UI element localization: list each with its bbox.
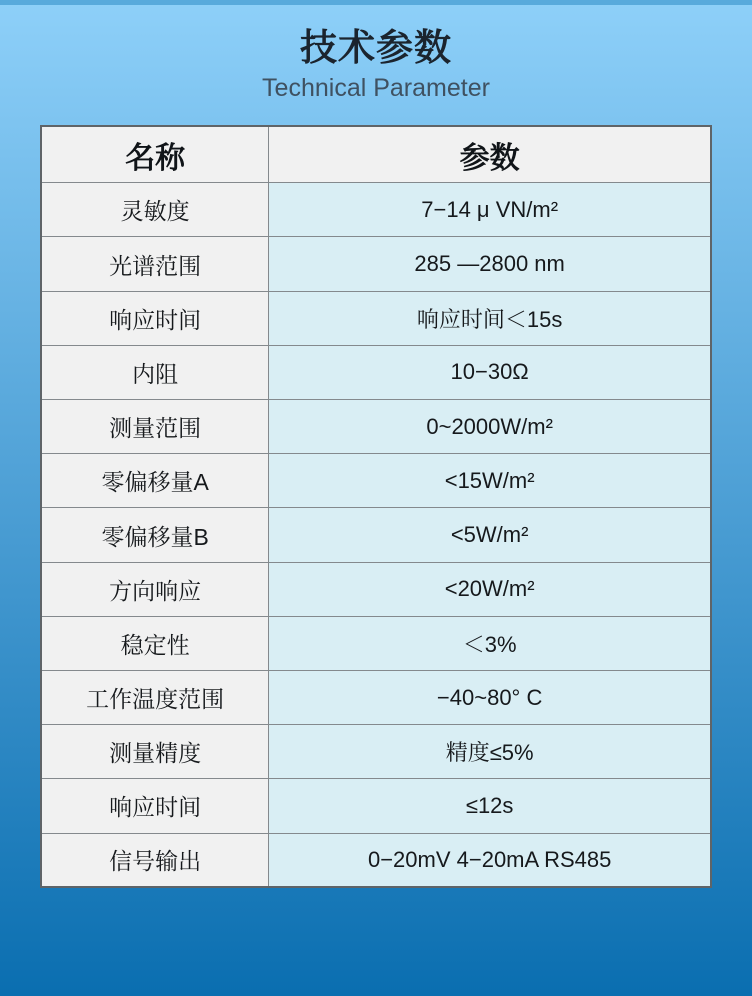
table-row — [41, 291, 711, 345]
param-name-cell: 光谱范围 — [41, 237, 269, 291]
table-row — [41, 616, 711, 670]
page-title: 技术参数 — [300, 27, 452, 68]
param-name-cell: 工作温度范围 — [41, 670, 269, 724]
param-value-cell: 精度≤5% — [269, 725, 711, 779]
param-name-cell: 方向响应 — [41, 562, 269, 616]
param-value-cell: −40~80° C — [269, 670, 711, 724]
param-value-cell: 10−30Ω — [269, 345, 711, 399]
param-value-cell: 0~2000W/m² — [269, 400, 711, 454]
param-name-cell: 零偏移量A — [41, 454, 269, 508]
table-row — [41, 670, 711, 724]
param-name-cell: 测量范围 — [41, 400, 269, 454]
param-value-cell: 7−14 μ VN/m² — [269, 183, 711, 237]
param-name-cell: 测量精度 — [41, 725, 269, 779]
param-value-cell: <5W/m² — [269, 508, 711, 562]
parameter-table — [40, 125, 712, 888]
param-name-cell: 灵敏度 — [41, 183, 269, 237]
table-row — [41, 833, 711, 887]
header-value-cell: 参数 — [269, 126, 711, 183]
table-row — [41, 183, 711, 237]
table-row — [41, 562, 711, 616]
param-name-cell: 零偏移量B — [41, 508, 269, 562]
param-value-cell: 285 —2800 nm — [269, 237, 711, 291]
top-accent-strip — [0, 0, 752, 5]
param-table-body — [41, 183, 711, 887]
table-row — [41, 454, 711, 508]
table-row — [41, 508, 711, 562]
table-row — [41, 237, 711, 291]
table-row — [41, 779, 711, 833]
parameter-table-container — [40, 125, 712, 888]
param-value-cell: ≤12s — [269, 779, 711, 833]
table-row — [41, 400, 711, 454]
param-value-cell: ＜3% — [269, 616, 711, 670]
param-name-cell: 响应时间 — [41, 291, 269, 345]
param-value-cell: 响应时间＜15s — [269, 291, 711, 345]
param-value-cell: <20W/m² — [269, 562, 711, 616]
table-header-row — [41, 126, 711, 183]
table-row — [41, 725, 711, 779]
param-name-cell: 稳定性 — [41, 616, 269, 670]
param-value-cell: 0−20mV 4−20mA RS485 — [269, 833, 711, 887]
header-name-cell: 名称 — [41, 126, 269, 183]
page-subtitle: Technical Parameter — [262, 73, 490, 102]
param-name-cell: 响应时间 — [41, 779, 269, 833]
param-name-cell: 内阻 — [41, 345, 269, 399]
table-row — [41, 345, 711, 399]
param-name-cell: 信号输出 — [41, 833, 269, 887]
param-value-cell: <15W/m² — [269, 454, 711, 508]
